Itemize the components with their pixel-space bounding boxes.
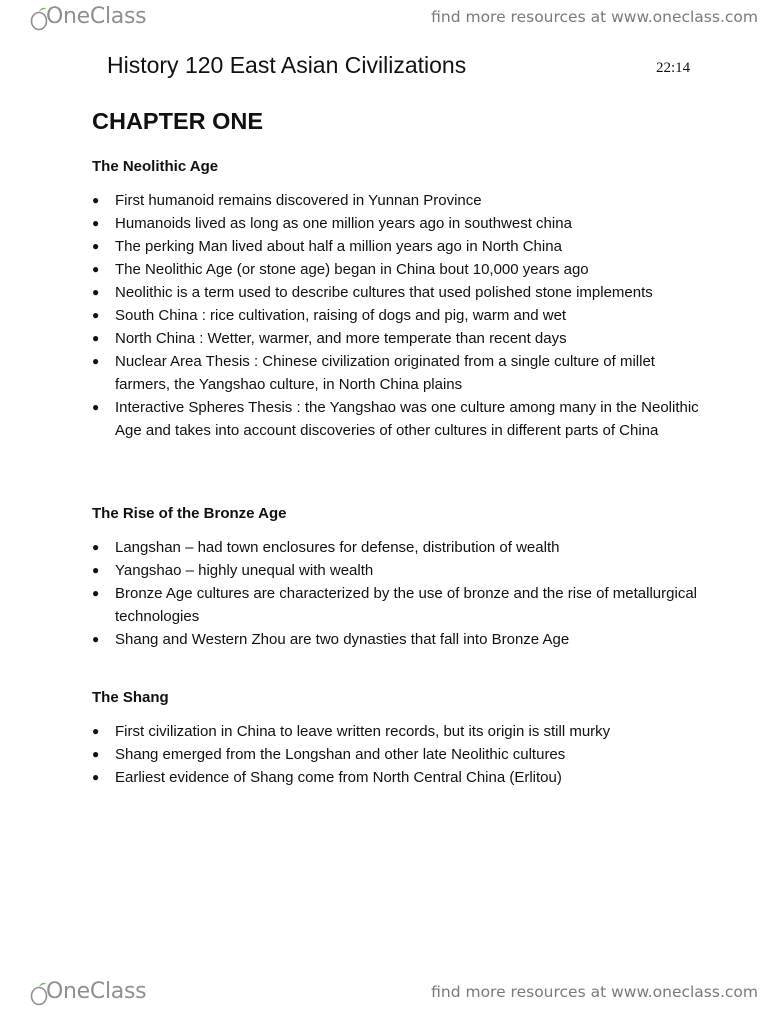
section-heading: The Shang xyxy=(92,689,169,706)
resources-link[interactable]: find more resources at www.oneclass.com xyxy=(431,8,758,26)
list-item-text: North China : Wetter, warmer, and more temperate than recent days xyxy=(115,330,567,347)
brand-name: OneClass xyxy=(46,4,147,29)
list-item-text: First civilization in China to leave written records, but its origin is still murky xyxy=(115,723,611,740)
list-item xyxy=(92,559,712,582)
list-item-text: Shang emerged from the Longshan and other late Neolithic cultures xyxy=(115,746,566,763)
bullet-dot-icon: ● xyxy=(92,262,100,276)
list-item-text: Earliest evidence of Shang come from North Central China (Erlitou) xyxy=(115,769,562,786)
bullet-list xyxy=(92,536,712,651)
list-item xyxy=(92,189,712,212)
chapter-heading: CHAPTER ONE xyxy=(92,108,264,134)
bullet-list xyxy=(92,720,712,789)
section-bronze-age xyxy=(92,504,712,651)
list-item xyxy=(92,536,712,559)
bullet-dot-icon: ● xyxy=(92,216,100,230)
bullet-list xyxy=(92,189,712,442)
list-item xyxy=(92,304,712,327)
bullet-dot-icon: ● xyxy=(92,586,100,600)
section-neolithic-age xyxy=(92,157,712,442)
section-heading: The Neolithic Age xyxy=(92,158,219,175)
list-item xyxy=(92,720,712,743)
list-item-text: Neolithic is a term used to describe cultures that used polished stone implements xyxy=(115,284,653,301)
list-item-text: The Neolithic Age (or stone age) began in China bout 10,000 years ago xyxy=(115,261,589,278)
list-item xyxy=(92,235,712,258)
list-item-text: The perking Man lived about half a million years ago in North China xyxy=(115,238,562,255)
list-item xyxy=(92,212,712,235)
bullet-dot-icon: ● xyxy=(92,540,100,554)
list-item-text: Humanoids lived as long as one million years ago in southwest china xyxy=(115,215,572,232)
bullet-dot-icon: ● xyxy=(92,747,100,761)
oneclass-logo[interactable] xyxy=(30,978,146,1006)
list-item-text: Nuclear Area Thesis : Chinese civilization originated from a single culture of millet farmers, the Yangshao culture, in North China plains xyxy=(115,353,655,393)
header-bar xyxy=(0,0,784,40)
list-item xyxy=(92,582,712,628)
list-item xyxy=(92,628,712,651)
section-heading: The Rise of the Bronze Age xyxy=(92,505,287,522)
bullet-dot-icon: ● xyxy=(92,193,100,207)
footer-bar xyxy=(0,975,784,1015)
list-item xyxy=(92,766,712,789)
oneclass-logo[interactable] xyxy=(30,3,146,31)
list-item-text: Shang and Western Zhou are two dynasties that fall into Bronze Age xyxy=(115,631,570,648)
bullet-dot-icon: ● xyxy=(92,632,100,646)
bullet-dot-icon: ● xyxy=(92,331,100,345)
list-item-text: First humanoid remains discovered in Yunnan Province xyxy=(115,192,482,209)
bullet-dot-icon: ● xyxy=(92,563,100,577)
bullet-dot-icon: ● xyxy=(92,308,100,322)
bullet-dot-icon: ● xyxy=(92,354,100,368)
list-item xyxy=(92,350,712,396)
list-item xyxy=(92,327,712,350)
resources-link[interactable]: find more resources at www.oneclass.com xyxy=(431,983,758,1001)
list-item xyxy=(92,258,712,281)
list-item-text: Langshan – had town enclosures for defense, distribution of wealth xyxy=(115,539,560,556)
bullet-dot-icon: ● xyxy=(92,724,100,738)
bullet-dot-icon: ● xyxy=(92,239,100,253)
brand-name: OneClass xyxy=(46,979,147,1004)
section-shang xyxy=(92,688,712,789)
list-item-text: South China : rice cultivation, raising of dogs and pig, warm and wet xyxy=(115,307,567,324)
document-time: 22:14 xyxy=(656,60,691,76)
bullet-dot-icon: ● xyxy=(92,285,100,299)
list-item xyxy=(92,743,712,766)
bullet-dot-icon: ● xyxy=(92,770,100,784)
document-title: History 120 East Asian Civilizations xyxy=(107,52,467,78)
list-item xyxy=(92,396,712,442)
list-item-text: Yangshao – highly unequal with wealth xyxy=(115,562,374,579)
bullet-dot-icon: ● xyxy=(92,400,100,414)
list-item-text: Interactive Spheres Thesis : the Yangshao was one culture among many in the Neolithic Age and takes into account discoveries of other cultures in different parts of China xyxy=(115,399,699,439)
list-item xyxy=(92,281,712,304)
list-item-text: Bronze Age cultures are characterized by the use of bronze and the rise of metallurgical technologies xyxy=(115,585,697,625)
